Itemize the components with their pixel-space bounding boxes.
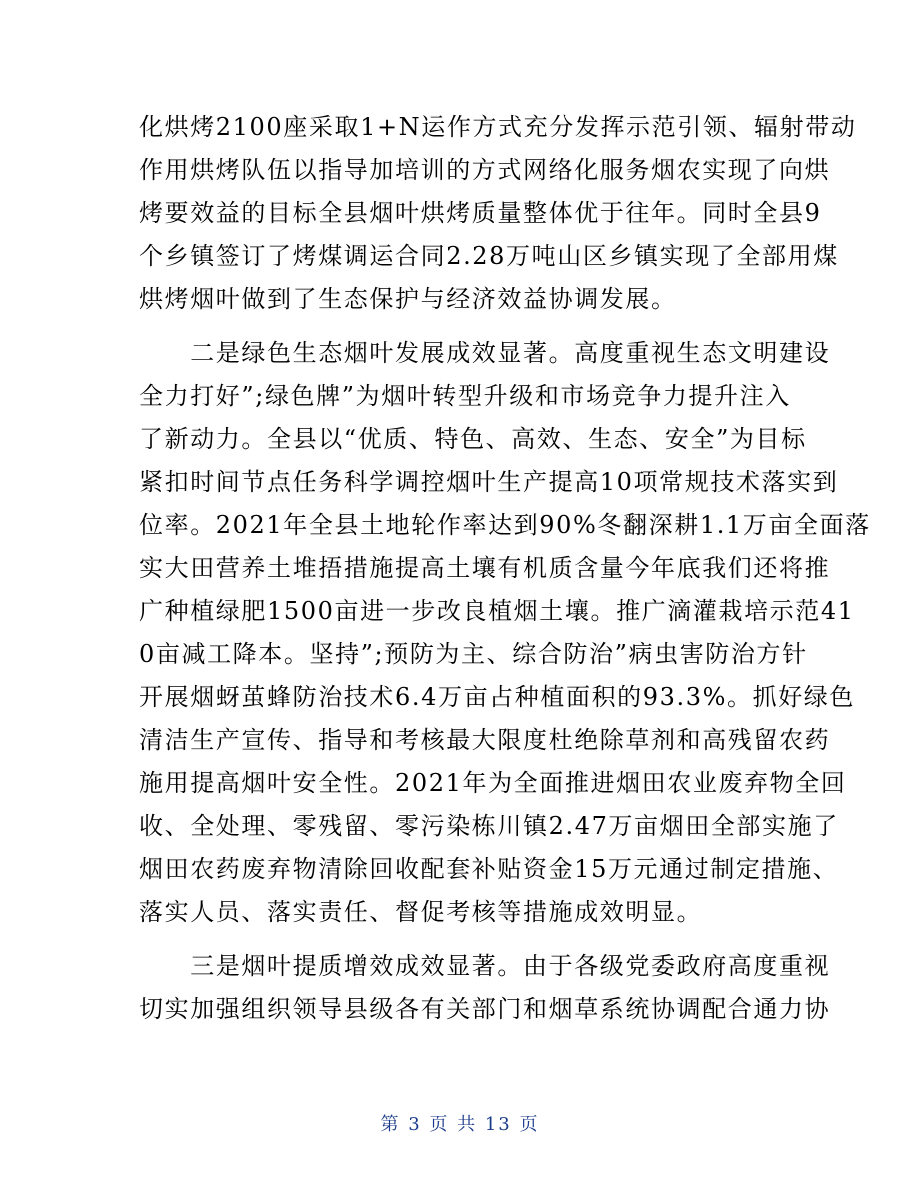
text-line: 烘烤烟叶做到了生态保护与经济效益协调发展。 bbox=[139, 285, 677, 313]
text-line: 开展烟蚜茧蜂防治技术6.4万亩占种植面积的93.3%。抓好绿色 bbox=[139, 683, 856, 711]
text-line: 清洁生产宣传、指导和考核最大限度杜绝除草剂和高残留农药 bbox=[139, 726, 831, 754]
paragraph bbox=[139, 106, 857, 321]
text-line: 紧扣时间节点任务科学调控烟叶生产提高10项常规技术落实到 bbox=[139, 468, 839, 496]
text-line: 落实人员、落实责任、督促考核等措施成效明显。 bbox=[139, 898, 703, 926]
text-line: 位率。2021年全县土地轮作率达到90%冬翻深耕1.1万亩全面落 bbox=[139, 511, 871, 539]
text-line: 个乡镇签订了烤煤调运合同2.28万吨山区乡镇实现了全部用煤 bbox=[139, 242, 839, 270]
text-line: 烤要效益的目标全县烟叶烘烤质量整体优于往年。同时全县9 bbox=[139, 199, 822, 227]
document-body bbox=[139, 106, 871, 1031]
text-line: 作用烘烤队伍以指导加培训的方式网络化服务烟农实现了向烘 bbox=[139, 156, 831, 184]
text-line: 广种植绿肥1500亩进一步改良植烟土壤。推广滴灌栽培示范41 bbox=[139, 597, 855, 625]
page-number-footer: 第 3 页 共 13 页 bbox=[380, 1114, 540, 1135]
text-line: 烟田农药废弃物清除回收配套补贴资金15万元通过制定措施、 bbox=[139, 855, 839, 883]
text-line: 收、全处理、零残留、零污染栋川镇2.47万亩烟田全部实施了 bbox=[139, 812, 839, 840]
text-line: 全力打好”;绿色牌”为烟叶转型升级和市场竞争力提升注入 bbox=[139, 382, 791, 410]
text-line: 二是绿色生态烟叶发展成效显著。高度重视生态文明建设 bbox=[139, 339, 831, 367]
paragraph-spacer bbox=[139, 321, 789, 332]
text-line: 化烘烤2100座采取1+N运作方式充分发挥示范引领、辐射带动 bbox=[139, 113, 857, 141]
paragraph-spacer bbox=[139, 934, 789, 945]
text-line: 施用提高烟叶安全性。2021年为全面推进烟田农业废弃物全回 bbox=[139, 769, 847, 797]
text-line: 实大田营养土堆捂措施提高土壤有机质含量今年底我们还将推 bbox=[139, 554, 831, 582]
text-line: 三是烟叶提质增效成效显著。由于各级党委政府高度重视 bbox=[139, 952, 831, 980]
paragraph bbox=[139, 945, 831, 1031]
text-line: 0亩减工降本。坚持”;预防为主、综合防治”病虫害防治方针 bbox=[139, 640, 808, 668]
text-line: 了新动力。全县以“优质、特色、高效、生态、安全”为目标 bbox=[139, 425, 807, 453]
paragraph bbox=[139, 332, 871, 934]
text-line: 切实加强组织领导县级各有关部门和烟草系统协调配合通力协 bbox=[139, 995, 831, 1023]
